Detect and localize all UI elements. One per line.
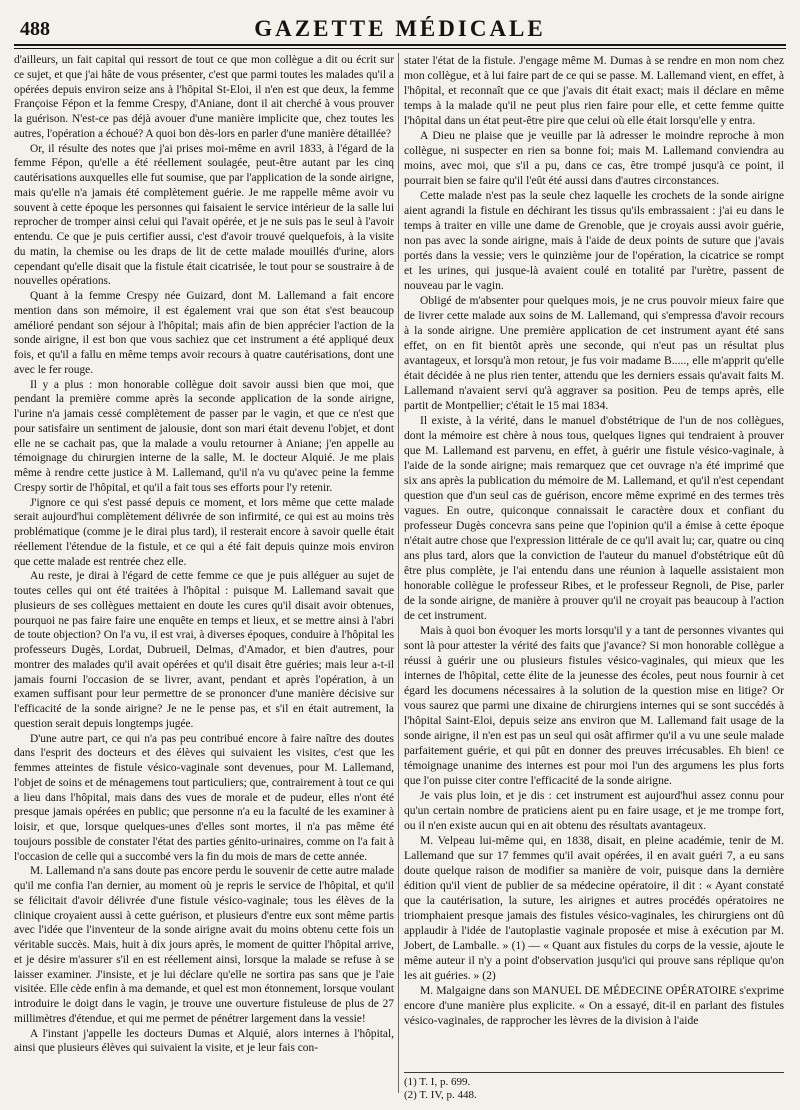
header-rule (14, 44, 786, 49)
paragraph: M. Velpeau lui-même qui, en 1838, disait, en pleine académie, tenir de M. Lallemand que sur 17 femmes qu'il avait opérées, il en avait guéri 7, a eu sans doute quelque raison de modifier sa manière de voir, puisque dans la dernière édition qu'il vient de publier de sa médecine opératoire, il dit : « Ayant constaté que la cautérisation, la suture, les airignes et autres procédés opératoires ne triomphaient presque jamais des fistules vésico-vaginales, les chirurgiens ont dû applaudir à l'idée de l'autoplastie vaginale proposée et mise à exécution par M. Jobert, de Lamballe. » (1) — « Quant aux fistules du corps de la vessie, ajoute le même auteur il n'y a point d'observation jusqu'ici qui prouve sans réplique qu'on les ait guéries. » (2) (404, 834, 784, 982)
paragraph: Au reste, je dirai à l'égard de cette femme ce que je puis alléguer au sujet de toutes celles qui ont été traitées à l'hôpital : puisque M. Lallemand savait que plusieurs de ses collègues mettaient en doute les cures qu'il disait avoir obtenues, pourquoi ne pas faire faire une enquête en temps et lieux, et se mettre ainsi à l'abri de toute objection? On l'a vu, il est vrai, à diverses époques, conduire à l'hôpital les professeurs Dugès, Lordat, Dubrueil, Delmas, d'Amador, et bien d'autres, pour montrer des malades qu'il avait opérées et qu'il disait être guéries; mais leur a-t-il jamais fourni l'occasion de se livrer, avant, pendant et après l'opération, à un examen suffisant pour leur permettre de se prononcer d'une manière décisive sur l'efficacité de la sonde airigne? Je ne le pense pas, et s'il en était autrement, la question serait depuis longtemps jugée. (14, 570, 394, 730)
paragraph: d'ailleurs, un fait capital qui ressort de tout ce que mon collègue a dit ou écrit sur ce sujet, et que j'ai hâte de vous présenter, c'est que parmi toutes les malades qu'il a opérées depuis environ seize ans à l'hôpital St-Eloi, il n'en est que deux, la femme Françoise Fépon et la femme Crespy, d'Aniane, dont il ait cherché à vous prouver la guérison. N'est-ce pas déjà avouer d'une manière implicite que, chez toutes les autres, l'opération a échoué? A quoi bon dès-lors en parler d'une manière détaillée? (14, 54, 394, 140)
paragraph: stater l'état de la fistule. J'engage même M. Dumas à se rendre en mon nom chez mon collègue, et à lui faire part de ce qui se passe. M. Lallemand vient, en effet, à l'hôpital, et reconnaît que ce que j'avais dit était exact; mais il déclare en même temps à la malade qu'il ne peut plus rien faire pour elle, et cette femme quitte l'hôpital dans un état peut-être pire que celui où elle était lorsqu'elle y entra. (404, 54, 784, 127)
paragraph: Or, il résulte des notes que j'ai prises moi-même en avril 1833, à l'égard de la femme Fépon, qu'elle a été réellement soulagée, peut-être autant par les cinq cautérisations auxquelles elle fut soumise, que par l'application de la sonde airigne, mais qu'elle n'a jamais été complètement guérie. Je me rappelle même avoir vu souvent à cette époque les personnes qui faisaient le service intérieur de la salle lui reprocher de tromper ainsi celui qui l'avait opérée, et je ne suis pas le seul à l'avoir entendu. Ce que je puis certifier aussi, c'est d'avoir trouvé quelquefois, à la visite du matin, la chemise ou les draps de lit de cette malade mouillés d'urine, alors cependant qu'elle disait que la fistule était cicatrisée, le tout pour se soustraire à de nouvelles opérations. (14, 142, 394, 288)
paragraph: M. Malgaigne dans son MANUEL DE MÉDECINE OPÉRATOIRE s'exprime encore d'une manière plus explicite. « On a essayé, dit-il en parlant des fistules vésico-vaginales, de rapprocher les lèvres de la division à l'aide (404, 984, 784, 1027)
page-number: 488 (20, 18, 50, 40)
footnote: (1) T. I, p. 699. (404, 1076, 471, 1088)
paragraph: D'une autre part, ce qui n'a pas peu contribué encore à faire naître des doutes dans l'esprit des docteurs et des élèves qui suivaient les visites, c'est que les femmes atteintes de fistule vésico-vaginale sont devenues, pour M. Lallemand, l'objet de soins et de ménagemens tout particuliers; que, contrairement à tout ce qui a lieu dans l'hôpital, mais dans des vues de morale et de pudeur, elles n'ont été presque jamais opérées en public; que personne n'a eu la faculté de les examiner à loisir, et que, lorsque quelques-unes d'elles sont mortes, il n'a pas même été toujours possible de constater l'état des parties génito-urinaires, comme on l'a fait à l'occasion de celle qui a succombé vers la fin du mois de mars de cette année. (14, 732, 394, 863)
paragraph: A Dieu ne plaise que je veuille par là adresser le moindre reproche à mon collègue, ni suspecter en rien sa bonne foi; mais M. Lallemand conviendra au moins, avec moi, que s'il a pu, dans ce cas, être trompé jusqu'à ce point, il pourrait bien se faire qu'il l'eût été aussi dans d'autres circonstances. (404, 129, 784, 187)
paragraph: M. Lallemand n'a sans doute pas encore perdu le souvenir de cette autre malade qu'il me confia l'an dernier, au moment où je repris le service de l'hôpital, et qu'il se félicitait d'avoir délivrée d'une fistule vésico-vaginale; tous les élèves de la clinique croyaient aussi à cette guérison, et plusieurs d'entre eux sont même partis avec l'idée que l'inventeur de la sonde airigne avait du moins obtenu cette fois un véritable succès. Mais, huit à dix jours après, le moment de quitter l'hôpital arrive, et je désire m'assurer s'il en est réellement ainsi, lorsque la malade se refuse à se laisser examiner. J'insiste, et je lui déclare qu'elle ne sortira pas sans que je l'aie visitée. Elle cède enfin à ma demande, et quel est mon étonnement, lorsque voulant introduire le doigt dans le vagin, je trouve une ouverture fistuleuse de plus de 27 millimètres d'étendue, et qui me permet de pénétrer largement dans la vessie! (14, 865, 394, 1025)
paragraph: Mais à quoi bon évoquer les morts lorsqu'il y a tant de personnes vivantes qui sont là pour attester la vérité des faits que j'avance? Si mon honorable collègue a réussi à guérir une ou plusieurs fistules vésico-vaginales, qui mieux que les internes de l'hôpital, cette élite de la jeunesse des écoles, peut nous fournir à cet égard les documens nécessaires à la solution de la question mise en litige? Or vous saurez que parmi une dixaine de chirurgiens internes qui se sont succédés à l'hôpital Saint-Eloi, depuis seize ans environ que M. Lallemand fait usage de la sonde airigne, il n'en est pas un seul qui osât affirmer qu'il a vu une seule malade parfaitement guérie, et qui pût en donner des preuves irrécusables. Eh bien! ce témoignage unanime des internes est pour moi l'un des argumens les plus forts que l'on puisse citer contre l'efficacité de la sonde airigne. (404, 624, 784, 787)
footnote: (2) T. IV, p. 448. (404, 1089, 477, 1101)
left-column (14, 53, 394, 1093)
paragraph: Quant à la femme Crespy née Guizard, dont M. Lallemand a fait encore mention dans son mémoire, il est également vrai que son état s'est beaucoup amélioré pendant son séjour à l'hôpital; mais afin de bien apprécier l'action de la sonde airigne, il est bon que vous sachiez que cet instrument a été appliqué deux fois, et qu'il a fallu en même temps avoir recours à quatre cautérisations, dont une avec le fer rouge. (14, 290, 394, 376)
page-header (14, 14, 786, 44)
paragraph: A l'instant j'appelle les docteurs Dumas et Alquié, alors internes à l'hôpital, ainsi que plusieurs élèves qui suivaient la visite, et je leur fais con- (14, 1027, 394, 1055)
column-divider (398, 53, 399, 1093)
masthead-title: GAZETTE MÉDICALE (254, 16, 546, 41)
paragraph: Il y a plus : mon honorable collègue doit savoir aussi bien que moi, que pendant la première comme après la seconde application de la sonde airigne, l'urine n'a jamais cessé complètement de passer par le vagin, et que ce n'est que pour satisfaire un sentiment de jalousie, dont son mari était devenu l'objet, et dont elle ne se cachait pas, que la malade a voulu retourner à Aniane; j'en appelle au témoignage du chirurgien interne de la salle, M. le docteur Alquié. Je me plais même à rendre cette justice à M. Lallemand, qu'il n'a vu qu'avec peine la femme Crespy sortir de l'hôpital, et qu'il a fait tous ses efforts pour l'y retenir. (14, 378, 394, 494)
paragraph: Cette malade n'est pas la seule chez laquelle les crochets de la sonde airigne aient agrandi la fistule en déchirant les tissus qu'ils embrassaient : j'ai eu dans le temps à traiter en ville une dame de Grenoble, que je croyais aussi avoir guérie, non pas avec la sonde airigne, mais à l'aide de deux points de suture que j'avais portés dans la vessie; vers le quinzième jour de l'opération, la cicatrice se rompt et les urines, qui jusque-là avaient coulé en totalité par l'urètre, passent de nouveau par le vagin. (404, 189, 784, 292)
paragraph: Je vais plus loin, et je dis : cet instrument est aujourd'hui assez connu pour qu'un certain nombre de praticiens aient pu en faire usage, et je me trompe fort, ou il n'en existe aucun qui en ait obtenu des résultats avantageux. (404, 789, 784, 832)
right-column (404, 53, 784, 1093)
paragraph: Obligé de m'absenter pour quelques mois, je ne crus pouvoir mieux faire que de livrer cette malade aux soins de M. Lallemand, qui s'empressa d'avoir recours à la sonde airigne. Une première application de cet instrument ayant été sans effet, on en fit bientôt après une seconde, qui n'eut pas un résultat plus avantageux, et lorsqu'à mon retour, je fus voir madame B....., elle m'apprit qu'elle était décidée à ne plus rien tenter, attendu que les derniers essais qu'avait faits M. Lallemand n'avaient servi qu'à aggraver sa position. Peu de temps après, elle partit de Montpellier; c'était le 15 mai 1834. (404, 294, 784, 412)
paragraph: J'ignore ce qui s'est passé depuis ce moment, et lors même que cette malade serait aujourd'hui complètement délivrée de son infirmité, ce qui est au moins très problématique (comme je le dirai plus tard), il resterait encore à savoir quelle était réellement l'étendue de la fistule, et ce qui a été fait depuis quinze mois environ que cette malade est rentrée chez elle. (14, 496, 394, 568)
paragraph: Il existe, à la vérité, dans le manuel d'obstétrique de l'un de nos collègues, dont la mémoire est chère à nous tous, quelques lignes qui tendraient à prouver que M. Lallemand est parvenu, en effet, à guérir une fistule vésico-vaginale, à l'aide de la sonde airigne; mais remarquez que cet ouvrage n'a été imprimé que six ans après la publication du mémoire de M. Lallemand, et qu'il n'est cependant question que d'un seul cas de guérison, encore même exprimé en des termes très vagues. En outre, quiconque connaissait le caractère doux et confiant du professeur Dugès concevra sans peine que l'opinion qu'il a émise à cette époque n'était autre chose que l'expression littérale de ce qu'il avait lu; car, quatre ou cinq ans plus tard, alors que la conviction de l'auteur du manuel d'obstétrique eût dû être plus complète, je l'ai entendu dans une réunion à laquelle assistaient mon honorable collègue le professeur Ribes, et le professeur Regnoli, de Pise, parler de la sonde airigne, de manière à prouver qu'il ne croyait pas beaucoup à l'action de cet instrument. (404, 414, 784, 622)
footnotes (404, 1072, 784, 1102)
